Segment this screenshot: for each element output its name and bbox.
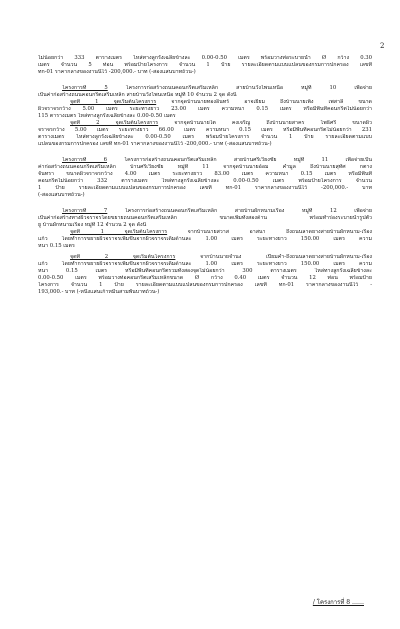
- project-heading: โครงการที่ 5 โครงการก่อสร้างถนนคอนกรีตเสริมเหล็ก สายบ้านวังโพนเหนือ หมู่ที่ 10 เพื่อจ่าย: [62, 85, 372, 91]
- text-line: 0.00-0.50 เมตร พร้อมวางท่อคอนกรีตเสริมเหล็กขนาด Ø กว้าง 0.40 เมตร จำนวน 12 ท่อน พร้อมป้าย: [38, 275, 372, 281]
- text-line: ไม่น้อยกว่า 333 ตารางเมตร ไหล่ทางลูกรังเฉลี่ยข้างละ 0.00-0.50 เมตร พร้อมวางท่อระบายน้ำ Ø กว้าง 0.30: [38, 55, 372, 61]
- text-line: แก้ว โดยทำการขยายผิวจราจรเพิ่มขึ้นจากผิวจราจรเดิมด้านละ 1.00 เมตร ระยะทางยาว 150.00 เมตร ความ: [38, 236, 372, 242]
- text-line: จันทรา ขนาดผิวจราจรกว้าง 4.00 เมตร ระยะทางยาว 83.00 เมตร ความหนา 0.15 เมตร หรือมีพื้นที่: [38, 171, 372, 177]
- text-line: ตารางเมตร ไหล่ทางลูกรังเฉลี่ยข้างละ 0.00-0.50 เมตร พร้อมป้ายโครงการ จำนวน 1 ป้าย รายละเอียดตามแบบ: [38, 134, 372, 140]
- text-line: เป็นค่าก่อสร้างถนนคอนกรีตเสริมเหล็ก สายบ้านวังโพนเหนือ หมู่ที่ 10 จำนวน 2 จุด ดังนี้: [38, 92, 237, 98]
- document-body: [38, 55, 372, 296]
- text-line: ผิวจราจรกว้าง 5.00 เมตร ระยะทางยาว 23.00 เมตร ความหนา 0.15 เมตร หรือมีพื้นที่คอนกรีตไม่น้อยกว่า: [38, 106, 372, 112]
- point-label: จุดที่ 2 จุดเริ่มต้นโครงการ: [70, 120, 159, 126]
- point-1-heading: จุดที่ 1 จุดเริ่มต้นโครงการ จากจุดบ้านนายทองอินทร์ อาจเยี่ยม ถึงบ้านนายเพ็ง เพสาลี ขนาด: [70, 99, 372, 105]
- text-line: แก้ว โดยทำการขยายผิวจราจรเพิ่มขึ้นจากผิวจราจรเดิมด้านละ 1.00 เมตร ระยะทางยาว 150.00 เมตร ความ: [38, 261, 372, 267]
- project-6: [38, 157, 372, 199]
- point-1-heading: จุดที่ 1 จุดเริ่มต้นโครงการ จากบ้านนายสวาส อาสนา ถึงถนนลาดยางสายบ้านผักหนาม-เรือง: [70, 229, 372, 235]
- text-line: (-สองแสนบาทถ้วน-): [38, 192, 85, 198]
- text-line: 115 ตารางเมตร ไหล่ทางลูกรังเฉลี่ยข้างละ 0.00-0.50 เมตร: [38, 113, 176, 119]
- text-line: 193,000.- บาท (-หนึ่งแสนเก้าหมื่นสามพันบาทถ้วน-): [38, 289, 160, 295]
- text-line: หนา 0.15 เมตร: [38, 243, 75, 249]
- project-title: โครงการที่ 5: [62, 85, 108, 91]
- project-7: [38, 208, 372, 296]
- point-2-heading: จุดที่ 2 จุดเริ่มต้นโครงการ จากจุดบ้านนายไต คงเจริญ ถึงบ้านนายสาคร โพธิ์ศรี ขนาดผิว: [70, 120, 372, 126]
- text-line: แปลนของกรมการปกครอง เลขที่ ทก-01 ราคากลางของงานนี้ไว้ -200,000.- บาท (-สองแสนบาทถ้วน-): [38, 141, 272, 147]
- point-label: จุดที่ 1 จุดเริ่มต้นโครงการ: [70, 229, 168, 235]
- text-line: 1 ป้าย รายละเอียดตามแบบแปลนของกรมการปกครอง เลขที่ ทก-01 ราคากลางของงานนี้ไว้ -200,000.- บาท: [38, 185, 372, 191]
- text-line: โครงการ จำนวน 1 ป้าย รายละเอียดตามแบบแปลนของกรมการปกครอง เลขที่ ทก-01 ราคากลางของงานนี้ไว้ -: [38, 282, 372, 288]
- text-line: ทก-01 ราคากลางของงานนี้ไว้ -200,000.- บาท (-สองแสนบาทถ้วน-): [38, 69, 196, 75]
- point-label: จุดที่ 1 จุดเริ่มต้นโครงการ: [70, 99, 157, 105]
- project-title: โครงการที่ 7: [62, 208, 108, 214]
- project-title: โครงการที่ 6: [62, 157, 107, 163]
- continuation-footer: / โครงการที่ 8 ……: [312, 599, 364, 606]
- page-number: 2: [380, 42, 385, 50]
- text-line: ค่าก่อสร้างถนนคอนกรีตเสริมเหล็ก บ้านศรีเวียงชัย หมู่ที่ 11 จากจุดบ้านนายอ้อม คำมูล ถึงบ้านนายสุทัศ กตาง: [38, 164, 372, 170]
- text-line: จราจรกว้าง 5.00 เมตร ระยะทางยาว 66.00 เมตร ความหนา 0.15 เมตร หรือมีพื้นที่คอนกรีตไม่น้อยกว่า 231: [38, 127, 372, 133]
- point-2-heading: จุดที่ 2 จุดเริ่มต้นโครงการ จากบ้านนายจำนง เปี่ยมคำ-ถึงถนนลาดยางสายบ้านผักหนาม-เรือง: [70, 254, 372, 260]
- text-line: เมตร จำนวน 5 ท่อน พร้อมป้ายโครงการ จำนวน 1 ป้าย รายละเอียดตามแบบแปลนของกรมการปกครอง เลขที่: [38, 62, 372, 68]
- point-label: จุดที่ 2 จุดเริ่มต้นโครงการ: [70, 254, 176, 260]
- text-line: เป็นค่าก่อสร้างทางผิวจราจรโดยขยายถนนคอนกรีตเสริมเหล็ก ขนาดเพิ่มทั้งสองด้าน พร้อมทำร่องระบายน้ำรูปตัว: [38, 215, 372, 221]
- paragraph-continuation: [38, 55, 372, 76]
- text-line: คอนกรีตไม่น้อยกว่า 332 ตารางเมตร ไหล่ทางลูกรังเฉลี่ยข้างละ 0.00-0.50 เมตร พร้อมป้ายโครงการ จำนวน: [38, 178, 372, 184]
- project-heading: โครงการที่ 6 โครงการก่อสร้างถนนคอนกรีตเสริมเหล็ก สายบ้านศรีเวียงชัย หมู่ที่ 11 เพื่อจ่ายเป็น: [62, 157, 372, 163]
- project-heading: โครงการที่ 7 โครงการก่อสร้างถนนคอนกรีตเสริมเหล็ก สายบ้านผักหนามเรือง หมู่ที่ 12 เพื่อจ่าย: [62, 208, 372, 214]
- project-5: [38, 85, 372, 148]
- text-line: ยู บ้านผักหนามเรือง หมู่ที่ 12 จำนวน 2 จุด ดังนี้: [38, 222, 147, 228]
- text-line: หนา 0.15 เมตร หรือมีพื้นที่คอนกรีตรวมทั้งสองจุดไม่น้อยกว่า 300 ตารางเมตร ไหล่ทางลูกรังเฉลี่ยข้างละ: [38, 268, 372, 274]
